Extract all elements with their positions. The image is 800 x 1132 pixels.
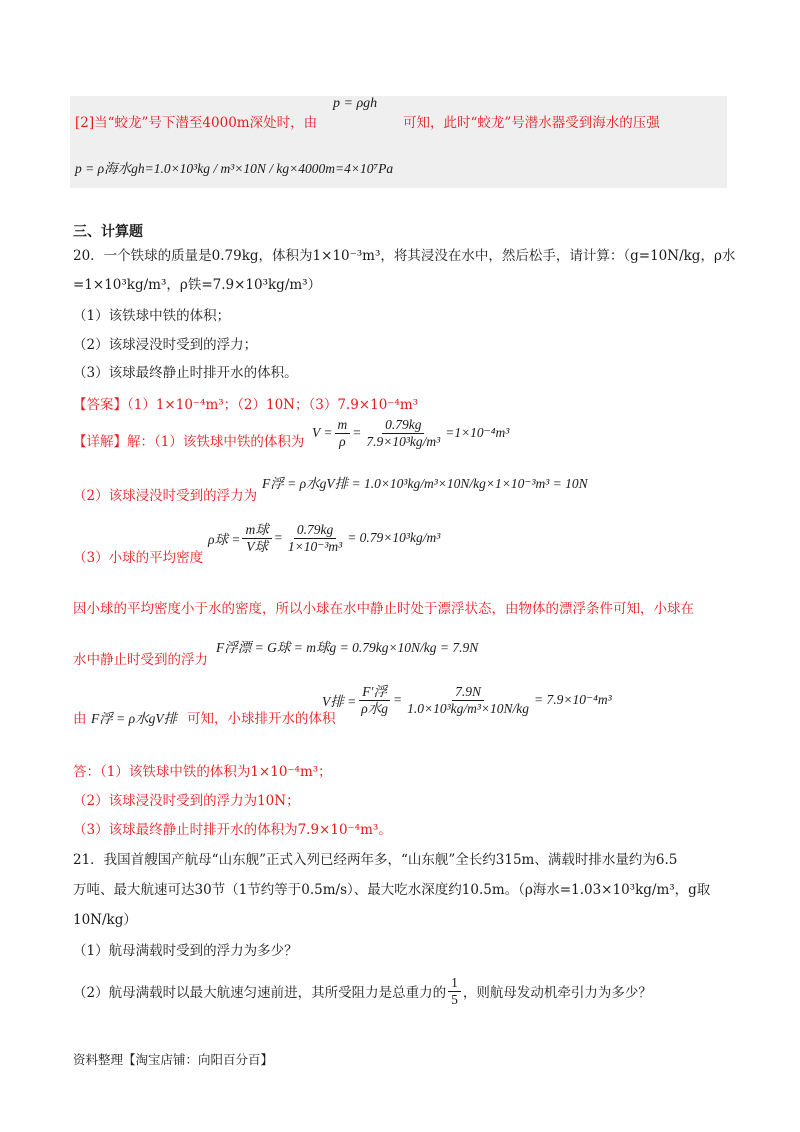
q20-line5-a: 由 bbox=[73, 711, 87, 727]
q20-line5-b: 可知，小球排开水的体积 bbox=[187, 711, 336, 727]
q20-line2-label: （2）该球浸没时受到的浮力为 bbox=[73, 488, 258, 504]
eq5-num2: 7.9N bbox=[452, 684, 484, 701]
eq5-eq: = bbox=[392, 692, 403, 708]
box-line-1-a: [2]当“蛟龙”号下潜至4000m深处时，由 bbox=[75, 115, 318, 131]
q20-stem-line-2: =1×10³kg/m³，ρ铁=7.9×10³kg/m³） bbox=[73, 277, 322, 293]
eq3-rhs: = 0.79×10³kg/m³ bbox=[347, 530, 441, 546]
q21-sub-1: （1）航母满载时受到的浮力为多少？ bbox=[73, 943, 298, 959]
eq3-num: m球 bbox=[242, 522, 271, 539]
q20-sub-2: （2）该球浸没时受到的浮力； bbox=[73, 337, 258, 353]
q20-eq3 bbox=[208, 522, 440, 554]
q20-para4-line1: 因小球的平均密度小于水的密度，所以小球在水中静止时处于漂浮状态，由物体的漂浮条件可知，小球在 bbox=[73, 601, 694, 617]
eq3-den2: 1×10⁻³m³ bbox=[287, 538, 343, 554]
q20-answer: 【答案】（1）1×10⁻⁴m³；（2）10N；（3）7.9×10⁻⁴m³ bbox=[73, 397, 419, 413]
q20-eq5 bbox=[322, 684, 612, 716]
box-line-2: p = ρ海水gh=1.0×10³kg / m³×10N / kg×4000m=4×10⁷Pa bbox=[75, 161, 394, 176]
eq3-eq: = bbox=[273, 530, 283, 546]
eq1-den2: 7.9×10³kg/m³ bbox=[366, 433, 441, 449]
eq3-den: V球 bbox=[246, 538, 268, 554]
eq5-lhs: V排 = bbox=[322, 694, 357, 710]
eq1-den: ρ bbox=[339, 433, 346, 449]
q20-eq1 bbox=[312, 417, 509, 449]
q21-sub-2-b: ，则航母发动机牵引力为多少？ bbox=[462, 985, 652, 1002]
eq3-frac-1 bbox=[242, 522, 271, 554]
eq1-num: m bbox=[335, 417, 351, 434]
q20-sub-1: （1）该铁球中铁的体积； bbox=[73, 308, 231, 324]
q20-final-answer-3: （3）该球最终静止时排开水的体积为7.9×10⁻⁴m³。 bbox=[73, 822, 392, 838]
eq3-num2: 0.79kg bbox=[294, 522, 336, 539]
q20-sub-3: （3）该球最终静止时排开水的体积。 bbox=[73, 365, 298, 381]
q20-eq4: F浮漂 = G球 = m球g = 0.79kg×10N/kg = 7.9N bbox=[216, 640, 479, 655]
eq5-rhs: = 7.9×10⁻⁴m³ bbox=[534, 692, 612, 708]
eq5-num: F′浮 bbox=[359, 684, 390, 701]
eq1-frac-1 bbox=[335, 417, 351, 449]
q21-sub-2-a: （2）航母满载时以最大航速匀速前进，其所受阻力是总重力的 bbox=[73, 985, 447, 1002]
eq5-den: ρ水g bbox=[361, 700, 388, 716]
eq1-frac-2 bbox=[363, 417, 443, 449]
eq5-frac-1 bbox=[358, 684, 391, 716]
q21-stem-line-2: 万吨、最大航速可达30节（1节约等于0.5m/s）、最大吃水深度约10.5m。（ρ海水=1.03×10³kg/m³，g取 bbox=[73, 882, 711, 898]
eq1-num2: 0.79kg bbox=[382, 417, 424, 434]
q21-stem-line-3: 10N/kg） bbox=[73, 912, 137, 928]
pressure-formula: p = ρgh bbox=[333, 96, 378, 111]
eq3-frac-2 bbox=[285, 522, 345, 554]
box-line-1-b: 可知，此时“蛟龙”号潜水器受到海水的压强 bbox=[403, 115, 660, 131]
q20-detail-label: 【详解】解：（1）该铁球中铁的体积为 bbox=[73, 434, 305, 450]
q21-frac-num: 1 bbox=[448, 975, 461, 992]
q21-fraction bbox=[448, 975, 461, 1007]
page-footer: 资料整理【淘宝店铺：向阳百分百】 bbox=[73, 1052, 274, 1067]
q20-line5-formula: F浮 = ρ水gV排 bbox=[91, 711, 178, 726]
q21-sub-2 bbox=[73, 975, 652, 1007]
q20-stem-line-1: 20．一个铁球的质量是0.79kg，体积为1×10⁻³m³，将其浸没在水中，然后松手，请计算：（g=10N/kg，ρ水 bbox=[73, 248, 736, 264]
eq1-rhs: =1×10⁻⁴m³ bbox=[445, 425, 510, 441]
q20-line3-label: （3）小球的平均密度 bbox=[73, 550, 204, 566]
q20-para4-line2: 水中静止时受到的浮力 bbox=[73, 652, 208, 668]
q20-eq2: F浮 = ρ水gV排 = 1.0×10³kg/m³×10N/kg×1×10⁻³m³ = 10N bbox=[262, 476, 588, 491]
eq5-frac-2 bbox=[404, 684, 532, 716]
q21-frac-den: 5 bbox=[451, 991, 458, 1007]
eq3-lhs: ρ球 = bbox=[208, 532, 241, 548]
eq1-lhs: V = bbox=[312, 425, 333, 441]
q20-final-answer-1: 答：（1）该铁球中铁的体积为1×10⁻⁴m³； bbox=[73, 764, 332, 780]
q20-final-answer-2: （2）该球浸没时受到的浮力为10N； bbox=[73, 793, 300, 809]
eq1-eq: = bbox=[352, 425, 362, 441]
q21-stem-line-1: 21．我国首艘国产航母“山东舰”正式入列已经两年多，“山东舰”全长约315m、满载时排水量约为6.5 bbox=[73, 852, 678, 868]
section-title: 三、计算题 bbox=[73, 224, 143, 240]
eq5-den2: 1.0×10³kg/m³×10N/kg bbox=[407, 700, 530, 716]
